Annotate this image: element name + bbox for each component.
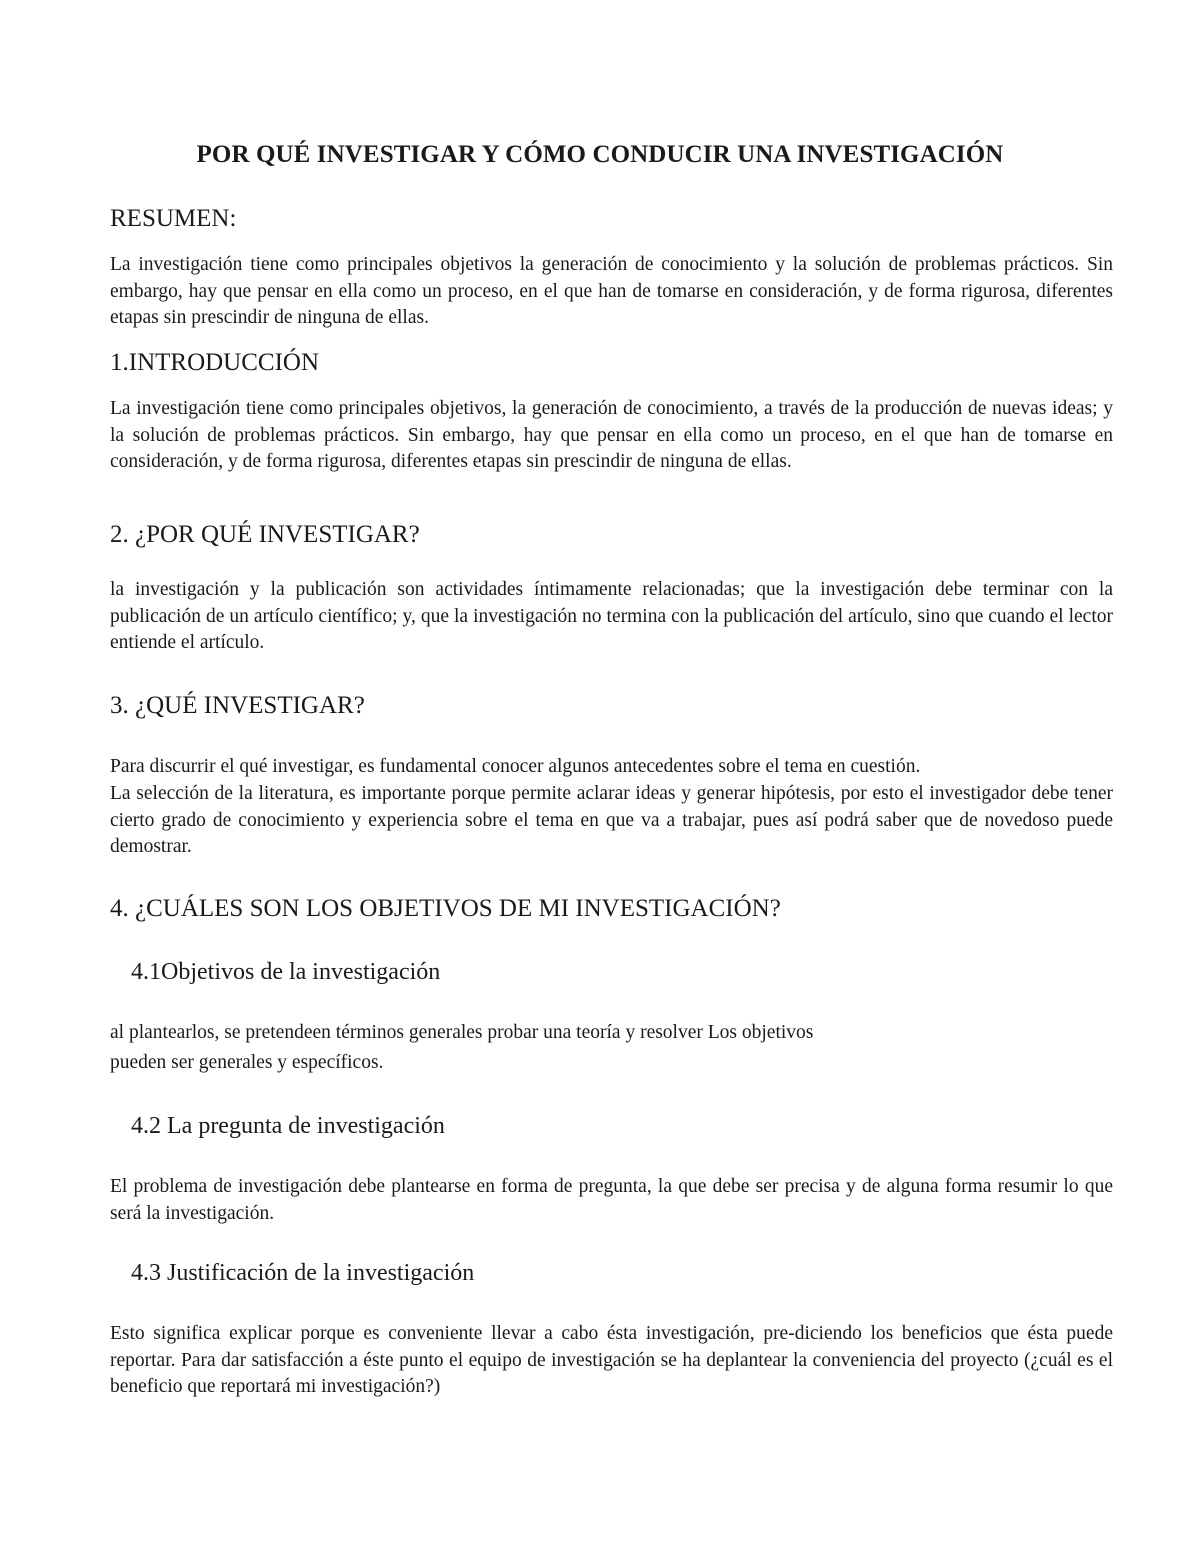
objetivos-sub1-heading: 4.1Objetivos de la investigación (131, 959, 441, 985)
resumen-heading: RESUMEN: (110, 205, 237, 232)
que-text-line1: Para discurrir el qué investigar, es fundamental conocer algunos antecedentes sobre el tema en cuestión. (110, 756, 921, 777)
resumen-text: La investigación tiene como principales objetivos la generación de conocimiento y la solución de problemas prácticos. Sin embargo, hay que pensar en ella como un proceso, en el que han de tomarse en consideración, y de forma rigurosa, diferentes etapas sin prescindir de ninguna de ellas. (110, 254, 1113, 328)
objetivos-sub1-line2: pueden ser generales y específicos. (110, 1052, 384, 1073)
objetivos-sub2-text: El problema de investigación debe plantearse en forma de pregunta, la que debe ser precisa y de alguna forma resumir lo que será la investigación. (110, 1176, 1113, 1224)
que-heading: 3. ¿QUÉ INVESTIGAR? (110, 692, 365, 719)
que-text: La selección de la literatura, es importante porque permite aclarar ideas y generar hipótesis, por esto el investigador debe tener cierto grado de conocimiento y experiencia sobre el tema en que va a trabajar, pues así podrá saber que de novedoso puede demostrar. (110, 783, 1113, 857)
por-que-text: la investigación y la publicación son actividades íntimamente relacionadas; que la investigación debe terminar con la publicación de un artículo científico; y, que la investigación no termina con la publicación del artículo, sino que cuando el lector entiende el artículo. (110, 579, 1113, 653)
objetivos-sub3-heading: 4.3 Justificación de la investigación (131, 1260, 475, 1286)
por-que-heading: 2. ¿POR QUÉ INVESTIGAR? (110, 521, 420, 548)
introduccion-text: La investigación tiene como principales objetivos, la generación de conocimiento, a través de la producción de nuevas ideas; y la solución de problemas prácticos. Sin embargo, hay que pensar en ella como un proceso, en el que han de tomarse en consideración, y de forma rigurosa, diferentes etapas sin prescindir de ninguna de ellas. (110, 398, 1113, 472)
objetivos-sub2-heading: 4.2 La pregunta de investigación (131, 1113, 445, 1139)
objetivos-sub1-line1: al plantearlos, se pretendeen términos generales probar una teoría y resolver Los objetivos (110, 1022, 814, 1043)
objetivos-sub3-text: Esto significa explicar porque es conveniente llevar a cabo ésta investigación, pre-diciendo los beneficios que ésta puede reportar. Para dar satisfacción a éste punto el equipo de investigación se ha deplantear la conveniencia del proyecto (¿cuál es el beneficio que reportará mi investigación?) (110, 1323, 1113, 1397)
document-title: POR QUÉ INVESTIGAR Y CÓMO CONDUCIR UNA INVESTIGACIÓN (196, 141, 1004, 168)
objetivos-heading: 4. ¿CUÁLES SON LOS OBJETIVOS DE MI INVESTIGACIÓN? (110, 895, 781, 922)
introduccion-heading: 1.INTRODUCCIÓN (110, 349, 320, 376)
